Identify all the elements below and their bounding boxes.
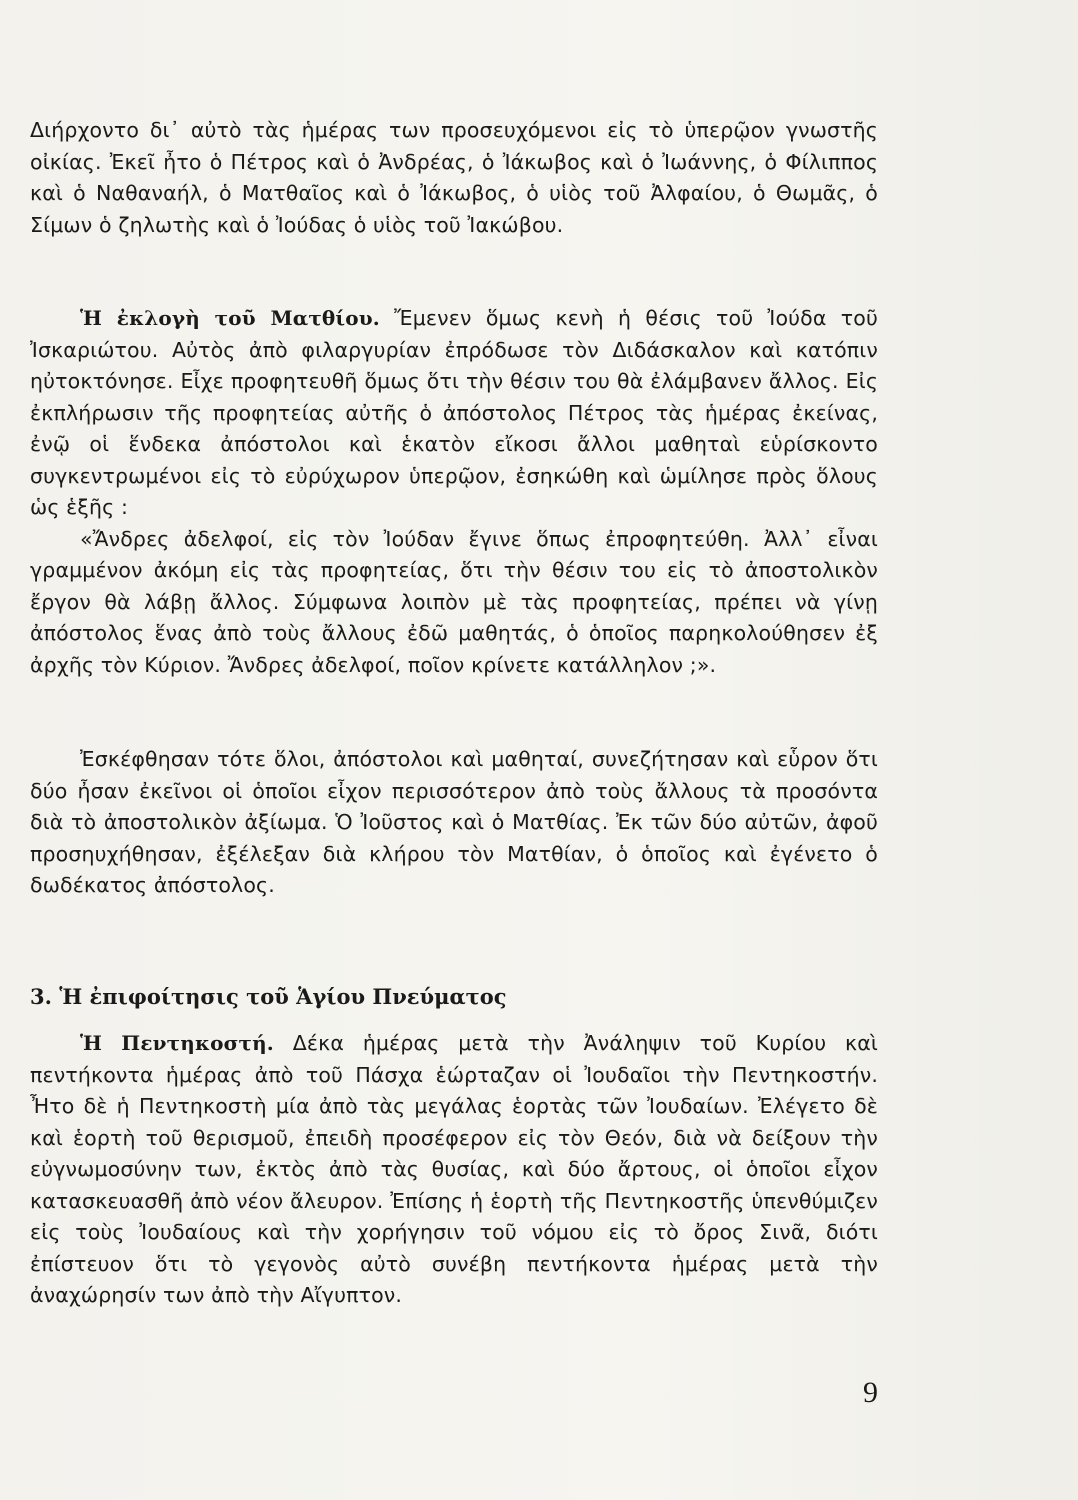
page-number: 9 [863, 1376, 878, 1409]
paragraph-election-of-matthias [30, 303, 878, 524]
paragraph-lots: Ἐσκέφθησαν τότε ὅλοι, ἀπόστολοι καὶ μαθηταί, συνεζήτησαν καὶ εὗρον ὅτι δύο ἦσαν ἐκεῖνοι οἱ ὁποῖοι εἶχον περισσότερον ἀπὸ τοὺς ἄλλους τὰ προσόντα διὰ τὸ ἀποστολικὸν ἀξίωμα. Ὁ Ἰοῦστος καὶ ὁ Ματθίας. Ἐκ τῶν δύο αὐτῶν, ἀφοῦ προσηυχήθησαν, ἐξέλεξαν διὰ κλήρου τὸν Ματθίαν, ὁ ὁποῖος καὶ ἐγένετο ὁ δωδέκατος ἀπόστολος. [30, 747, 878, 897]
paragraph-pentecost [30, 1028, 878, 1312]
text-block-matthias [30, 303, 878, 681]
text-block-pentecost [30, 1028, 878, 1312]
section-heading: 3. Ἡ ἐπιφοίτησις τοῦ Ἁγίου Πνεύματος [30, 984, 507, 1009]
run-in-heading-pentecost: Ἡ Πεντηκοστή. [80, 1031, 274, 1055]
paragraph-apostles-list: Διήρχοντο δι᾽ αὐτὸ τὰς ἡμέρας των προσευχόμενοι εἰς τὸ ὑπερῷον γνωστῆς οἰκίας. Ἐκεῖ ἦτο ὁ Πέτρος καὶ ὁ Ἀνδρέας, ὁ Ἰάκωβος καὶ ὁ Ἰωάννης, ὁ Φίλιππος καὶ ὁ Ναθαναήλ, ὁ Ματθαῖος καὶ ὁ Ἰάκωβος, ὁ υἱὸς τοῦ Ἀλφαίου, ὁ Θωμᾶς, ὁ Σίμων ὁ ζηλωτὴς καὶ ὁ Ἰούδας ὁ υἱὸς τοῦ Ἰακώβου. [30, 118, 878, 237]
text-block-apostles [30, 115, 878, 241]
run-in-heading-election: Ἡ ἐκλογὴ τοῦ Ματθίου. [80, 306, 380, 330]
paragraph-peter-speech: «Ἄνδρες ἀδελφοί, εἰς τὸν Ἰούδαν ἔγινε ὅπως ἐπροφητεύθη. Ἀλλ᾽ εἶναι γραμμένον ἀκόμη εἰς τὰς προφητείας, ὅτι τὴν θέσιν του εἰς τὸ ἀποστολικὸν ἔργον θὰ λάβῃ ἄλλος. Σύμφωνα λοιπὸν μὲ τὰς προφητείας, πρέπει νὰ γίνῃ ἀπόστολος ἕνας ἀπὸ τοὺς ἄλλους ἐδῶ μαθητάς, ὁ ὁποῖος παρηκολούθησεν ἐξ ἀρχῆς τὸν Κύριον. Ἄνδρες ἀδελφοί, ποῖον κρίνετε κατάλληλον ;». [30, 526, 878, 677]
paragraph-pentecost-text: Δέκα ἡμέρας μετὰ τὴν Ἀνάληψιν τοῦ Κυρίου καὶ πεντήκοντα ἡμέρας ἀπὸ τοῦ Πάσχα ἑώρταζαν οἱ Ἰουδαῖοι τὴν Πεντηκοστήν. Ἦτο δὲ ἡ Πεντηκοστὴ μία ἀπὸ τὰς μεγάλας ἑορτὰς τῶν Ἰουδαίων. Ἐλέγετο δὲ καὶ ἑορτὴ τοῦ θερισμοῦ, ἐπειδὴ προσέφερον εἰς τὸν Θεόν, διὰ νὰ δείξουν τὴν εὐγνωμοσύνην των, ἐκτὸς ἀπὸ τὰς θυσίας, καὶ δύο ἄρτους, οἱ ὁποῖοι εἶχον κατασκευασθῆ ἀπὸ νέον ἄλευρον. Ἐπίσης ἡ ἑορτὴ τῆς Πεντηκοστῆς ὑπενθύμιζεν εἰς τοὺς Ἰουδαίους καὶ τὴν χορήγησιν τοῦ νόμου εἰς τὸ ὄρος Σινᾶ, διότι ἐπίστευον ὅτι τὸ γεγονὸς αὐτὸ συνέβη πεντήκοντα ἡμέρας μετὰ τὴν ἀναχώρησίν των ἀπὸ τὴν Αἴγυπτον. [30, 1031, 879, 1307]
text-block-decision [30, 744, 878, 902]
paragraph-election-text: Ἔμενεν ὅμως κενὴ ἡ θέσις τοῦ Ἰούδα τοῦ Ἰσκαριώτου. Αὐτὸς ἀπὸ φιλαργυρίαν ἐπρόδωσε τὸν Διδάσκαλον καὶ κατόπιν ηὐτοκτόνησε. Εἶχε προφητευθῆ ὅμως ὅτι τὴν θέσιν του θὰ ἐλάμβανεν ἄλλος. Εἰς ἐκπλήρωσιν τῆς προφητείας αὐτῆς ὁ ἀπόστολος Πέτρος τὰς ἡμέρας ἐκείνας, ἐνῷ οἱ ἕνδεκα ἀπόστολοι καὶ ἑκατὸν εἴκοσι ἄλλοι μαθηταὶ εὑρίσκοντο συγκεντρωμένοι εἰς τὸ εὐρύχωρον ὑπερῷον, ἐσηκώθη καὶ ὡμίλησε πρὸς ὅλους ὡς ἑξῆς : [30, 306, 878, 519]
